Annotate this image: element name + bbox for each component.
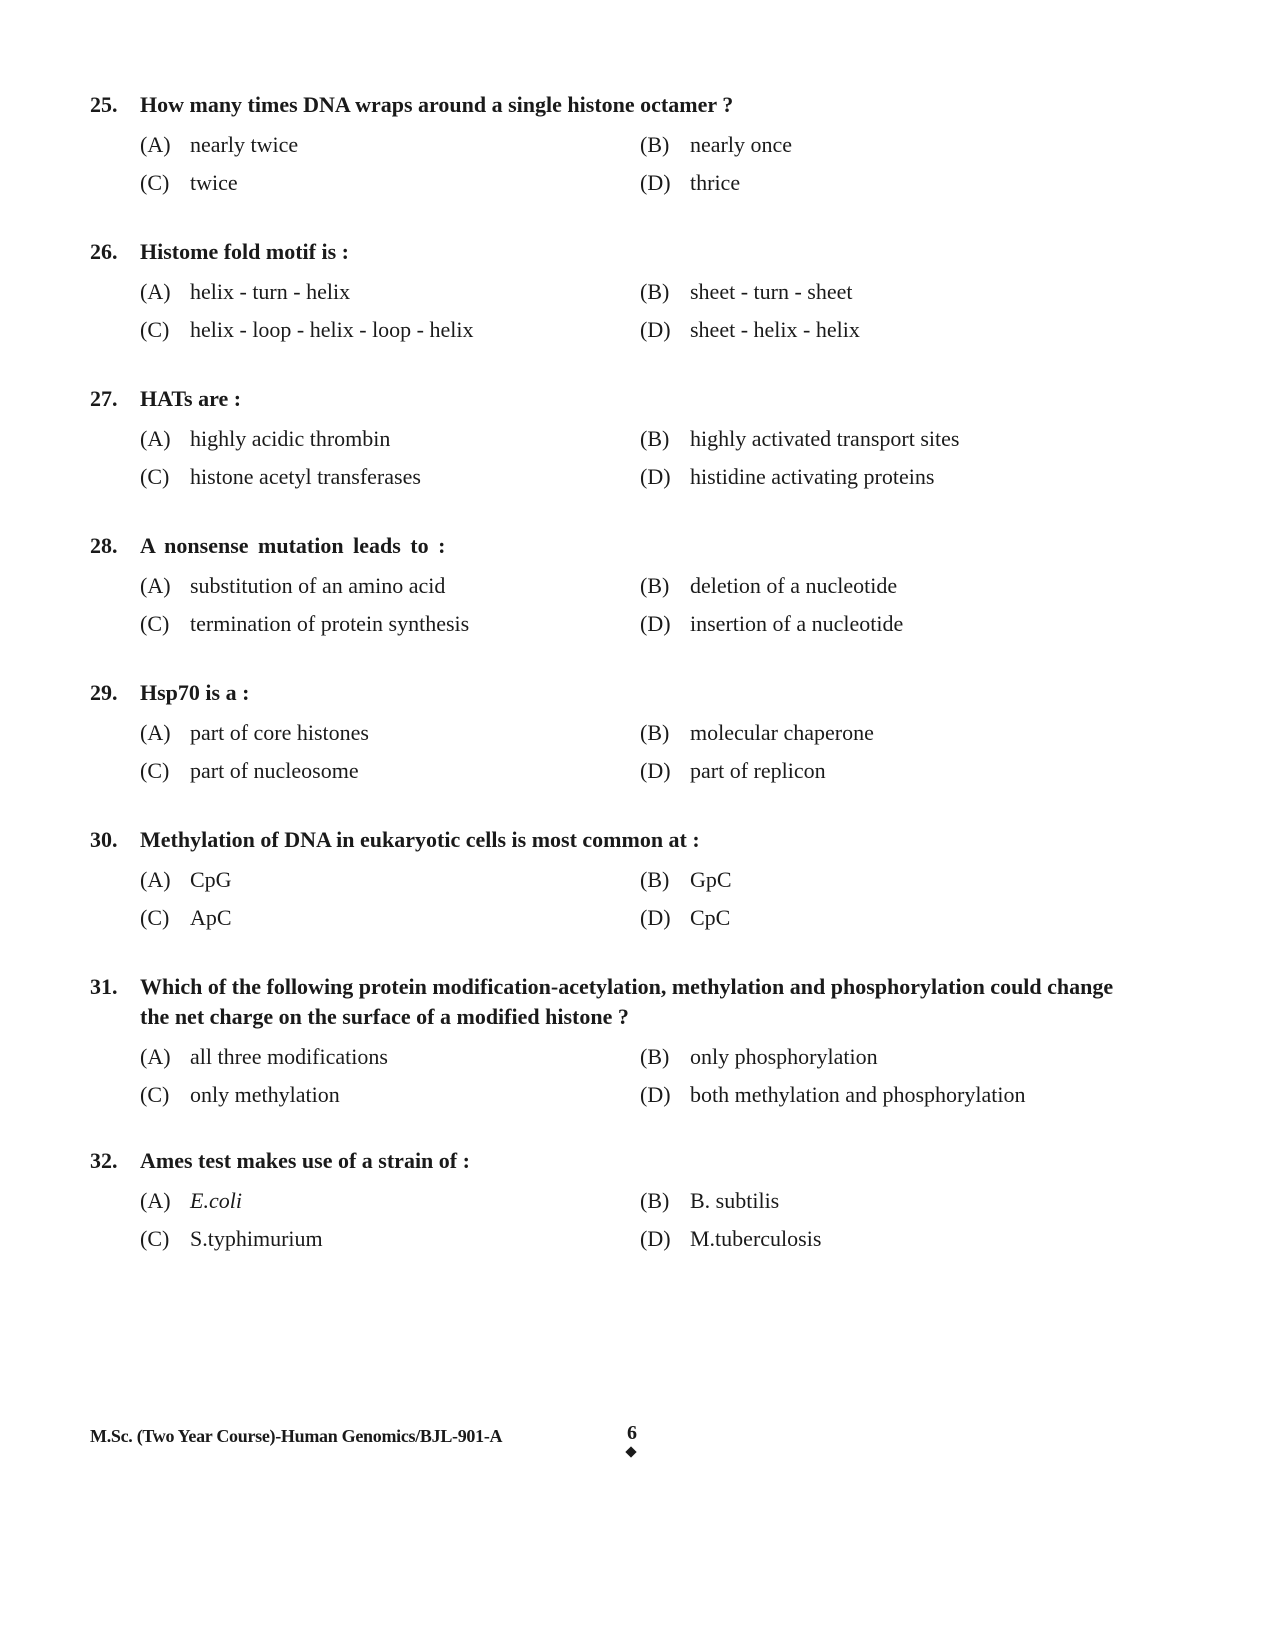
option-letter: (A): [140, 1044, 171, 1069]
option-text: all three modifications: [190, 1044, 388, 1069]
question-text: Ames test makes use of a strain of :: [140, 1148, 470, 1173]
option-letter: (D): [640, 317, 671, 342]
option-a: [140, 273, 640, 311]
option-d: [640, 899, 1140, 937]
option-c: [140, 164, 640, 202]
option-letter: (C): [140, 170, 170, 195]
option-d: [640, 164, 1140, 202]
option-d: [640, 1220, 1140, 1258]
diamond-ornament-icon: [625, 1446, 636, 1457]
option-letter: (D): [640, 1226, 671, 1251]
option-letter: (A): [140, 279, 171, 304]
option-text: nearly once: [690, 132, 792, 157]
option-text: highly acidic thrombin: [190, 426, 391, 451]
option-letter: (A): [140, 867, 171, 892]
option-text: both methylation and phosphorylation: [690, 1082, 1026, 1107]
option-letter: (C): [140, 317, 170, 342]
option-a: [140, 420, 640, 458]
option-text: part of replicon: [690, 758, 826, 783]
option-letter: (C): [140, 905, 170, 930]
option-letter: (D): [640, 464, 671, 489]
option-b: [640, 1182, 1140, 1220]
option-letter: (A): [140, 426, 171, 451]
option-letter: (A): [140, 720, 171, 745]
option-text: helix - turn - helix: [190, 279, 351, 304]
question-number: 28.: [90, 533, 118, 558]
page-number: 6: [627, 1422, 637, 1444]
option-text: B. subtilis: [690, 1188, 780, 1213]
option-letter: (C): [140, 611, 170, 636]
option-text: CpC: [690, 905, 731, 930]
option-letter: (B): [640, 279, 670, 304]
option-letter: (B): [640, 132, 670, 157]
question-number: 32.: [90, 1148, 118, 1173]
question-26: [90, 237, 1150, 349]
option-text: ApC: [190, 905, 232, 930]
option-text: sheet - helix - helix: [690, 317, 860, 342]
question-29: [90, 678, 1150, 790]
option-c: [140, 752, 640, 790]
option-text: GpC: [690, 867, 732, 892]
option-c: [140, 1076, 640, 1114]
option-a: [140, 1038, 640, 1076]
option-b: [640, 861, 1140, 899]
question-25: [90, 90, 1150, 202]
option-b: [640, 1038, 1140, 1076]
option-c: [140, 1220, 640, 1258]
option-letter: (C): [140, 1082, 170, 1107]
option-letter: (D): [640, 1082, 671, 1107]
question-32: [90, 1146, 1150, 1258]
question-text: A nonsense mutation leads to :: [140, 533, 446, 558]
option-text: highly activated transport sites: [690, 426, 960, 451]
question-27: [90, 384, 1150, 496]
question-number: 29.: [90, 680, 118, 705]
option-text: insertion of a nucleotide: [690, 611, 904, 636]
option-c: [140, 311, 640, 349]
option-text: helix - loop - helix - loop - helix: [190, 317, 474, 342]
option-text: twice: [190, 170, 238, 195]
question-number: 25.: [90, 92, 118, 117]
footer-course-code: M.Sc. (Two Year Course)-Human Genomics/BJL-901-A: [90, 1426, 503, 1446]
option-text: termination of protein synthesis: [190, 611, 470, 636]
option-text: molecular chaperone: [690, 720, 874, 745]
option-letter: (D): [640, 170, 671, 195]
option-text: thrice: [690, 170, 741, 195]
option-letter: (D): [640, 905, 671, 930]
option-letter: (B): [640, 1044, 670, 1069]
option-text: M.tuberculosis: [690, 1226, 822, 1251]
option-b: [640, 567, 1140, 605]
question-number: 30.: [90, 827, 118, 852]
option-a: [140, 861, 640, 899]
option-letter: (B): [640, 573, 670, 598]
option-text: part of nucleosome: [190, 758, 359, 783]
option-letter: (A): [140, 1188, 171, 1213]
option-text: histidine activating proteins: [690, 464, 935, 489]
option-letter: (B): [640, 720, 670, 745]
question-text: How many times DNA wraps around a single histone octamer ?: [140, 92, 734, 117]
option-letter: (B): [640, 867, 670, 892]
option-a: [140, 126, 640, 164]
option-text: S.typhimurium: [190, 1226, 323, 1251]
question-31: [90, 972, 1150, 1114]
option-text: part of core histones: [190, 720, 369, 745]
option-a: [140, 714, 640, 752]
option-text: only phosphorylation: [690, 1044, 878, 1069]
option-c: [140, 605, 640, 643]
option-letter: (A): [140, 132, 171, 157]
option-letter: (A): [140, 573, 171, 598]
option-d: [640, 752, 1140, 790]
option-letter: (D): [640, 611, 671, 636]
option-text: E.coli: [190, 1188, 242, 1213]
question-30: [90, 825, 1150, 937]
option-b: [640, 126, 1140, 164]
question-text: Which of the following protein modification-acetylation, methylation and phosphorylation could change the net charge on the surface of a modified histone ?: [140, 974, 1114, 1029]
option-letter: (C): [140, 1226, 170, 1251]
option-letter: (D): [640, 758, 671, 783]
option-b: [640, 420, 1140, 458]
option-c: [140, 458, 640, 496]
question-number: 27.: [90, 386, 118, 411]
option-a: [140, 567, 640, 605]
option-c: [140, 899, 640, 937]
question-text: Histome fold motif is :: [140, 239, 349, 264]
option-letter: (B): [640, 1188, 670, 1213]
option-d: [640, 1076, 1140, 1114]
option-text: substitution of an amino acid: [190, 573, 446, 598]
option-text: histone acetyl transferases: [190, 464, 421, 489]
option-d: [640, 458, 1140, 496]
question-number: 26.: [90, 239, 118, 264]
option-d: [640, 311, 1140, 349]
option-d: [640, 605, 1140, 643]
question-text: Methylation of DNA in eukaryotic cells is most common at :: [140, 827, 700, 852]
option-text: deletion of a nucleotide: [690, 573, 898, 598]
question-28: [90, 531, 1150, 643]
option-letter: (C): [140, 758, 170, 783]
option-b: [640, 714, 1140, 752]
option-text: CpG: [190, 867, 232, 892]
option-text: nearly twice: [190, 132, 299, 157]
question-text: HATs are :: [140, 386, 242, 411]
option-text: only methylation: [190, 1082, 340, 1107]
option-text: sheet - turn - sheet: [690, 279, 853, 304]
option-a: [140, 1182, 640, 1220]
question-text: Hsp70 is a :: [140, 680, 250, 705]
option-letter: (B): [640, 426, 670, 451]
option-b: [640, 273, 1140, 311]
option-letter: (C): [140, 464, 170, 489]
question-number: 31.: [90, 974, 118, 999]
